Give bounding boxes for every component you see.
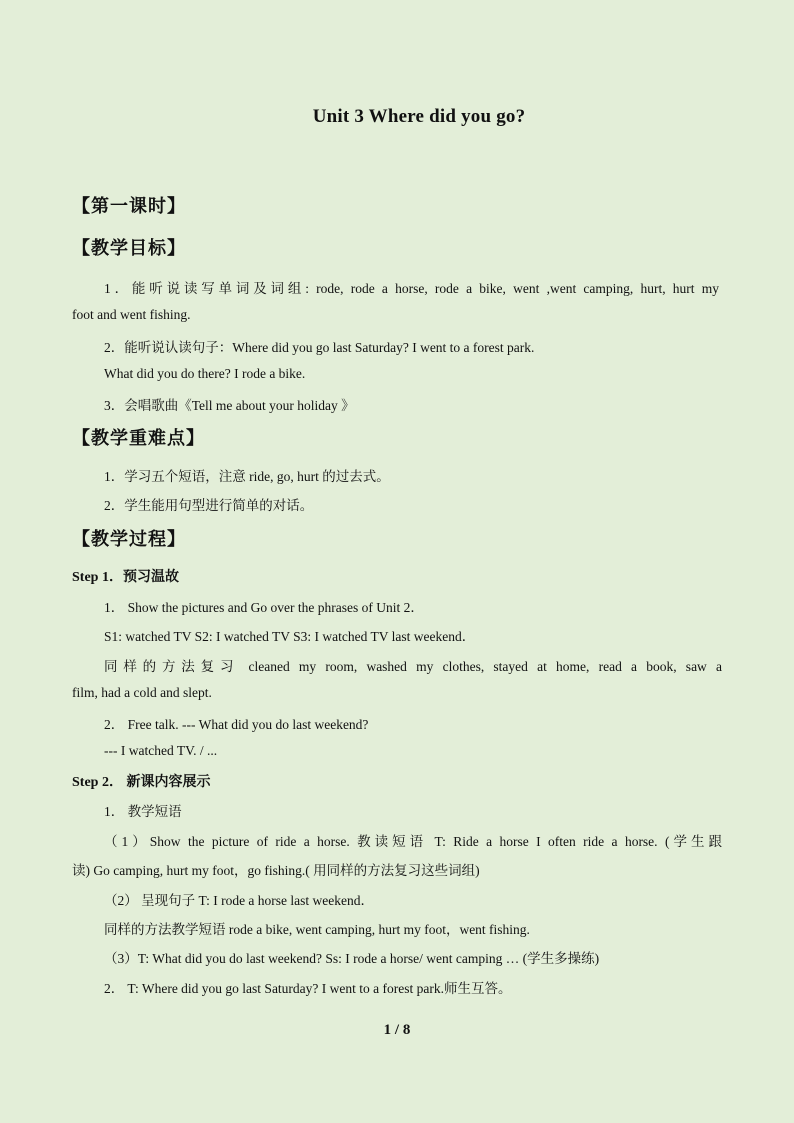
step-2-item-1: 1． 教学短语 bbox=[104, 804, 182, 819]
step-2-sub-1-line-1: （1）Show the picture of ride a horse. 教读短语 T: Ride a horse I often ride a horse. (学生跟 bbox=[104, 834, 722, 849]
heading-process: 【教学过程】 bbox=[72, 529, 186, 549]
step-1-item-1: 1． Show the pictures and Go over the phrases of Unit 2． bbox=[104, 600, 424, 615]
heading-key-points: 【教学重难点】 bbox=[72, 428, 205, 448]
page-number: 1 / 8 bbox=[383, 1022, 411, 1038]
page-title: Unit 3 Where did you go? bbox=[312, 106, 526, 127]
goal-3: 3．会唱歌曲《Tell me about your holiday 》 bbox=[104, 398, 355, 413]
goal-2-line-2: What did you do there? I rode a bike. bbox=[104, 366, 306, 381]
step-2-item-2: 2． T: Where did you go last Saturday? I went to a forest park.师生互答。 bbox=[104, 981, 512, 996]
step-1-review-line-2: film, had a cold and slept. bbox=[72, 685, 212, 700]
step-1-title: Step 1．预习温故 bbox=[72, 570, 179, 585]
goal-1-line-2: foot and went fishing. bbox=[72, 307, 191, 322]
step-1-item-2: 2． Free talk. --- What did you do last weekend? bbox=[104, 717, 369, 732]
step-2-sub-2: （2） 呈现句子 T: I rode a horse last weekend． bbox=[104, 893, 375, 908]
step-1-example: S1: watched TV S2: I watched TV S3: I watched TV last weekend． bbox=[104, 629, 476, 644]
step-2-sub-1-line-2: 读) Go camping, hurt my foot，go fishing.( 用同样的方法复习这些词组) bbox=[72, 863, 480, 878]
step-2-title: Step 2． 新课内容展示 bbox=[72, 775, 211, 790]
heading-goals: 【教学目标】 bbox=[72, 238, 186, 258]
step-2-sub-3: （3）T: What did you do last weekend? Ss: I rode a horse/ went camping … (学生多操练) bbox=[104, 951, 600, 966]
key-point-1: 1．学习五个短语，注意 ride, go, hurt 的过去式。 bbox=[104, 469, 390, 484]
key-point-2: 2．学生能用句型进行简单的对话。 bbox=[104, 498, 314, 513]
step-2-phrases: 同样的方法教学短语 rode a bike, went camping, hurt my foot，went fishing. bbox=[104, 922, 530, 937]
goal-1-line-1: 1．能听说读写单词及词组: rode, rode a horse, rode a bike, went ,went camping, hurt, hurt my bbox=[104, 281, 719, 296]
goal-2-line-1: 2．能听说认读句子：Where did you go last Saturday? I went to a forest park. bbox=[104, 340, 535, 355]
step-1-answer: --- I watched TV. / ... bbox=[104, 743, 218, 758]
step-1-review-line-1: 同样的方法复习 cleaned my room, washed my clothes, stayed at home, read a book, saw a bbox=[104, 659, 722, 674]
heading-lesson: 【第一课时】 bbox=[72, 196, 186, 216]
